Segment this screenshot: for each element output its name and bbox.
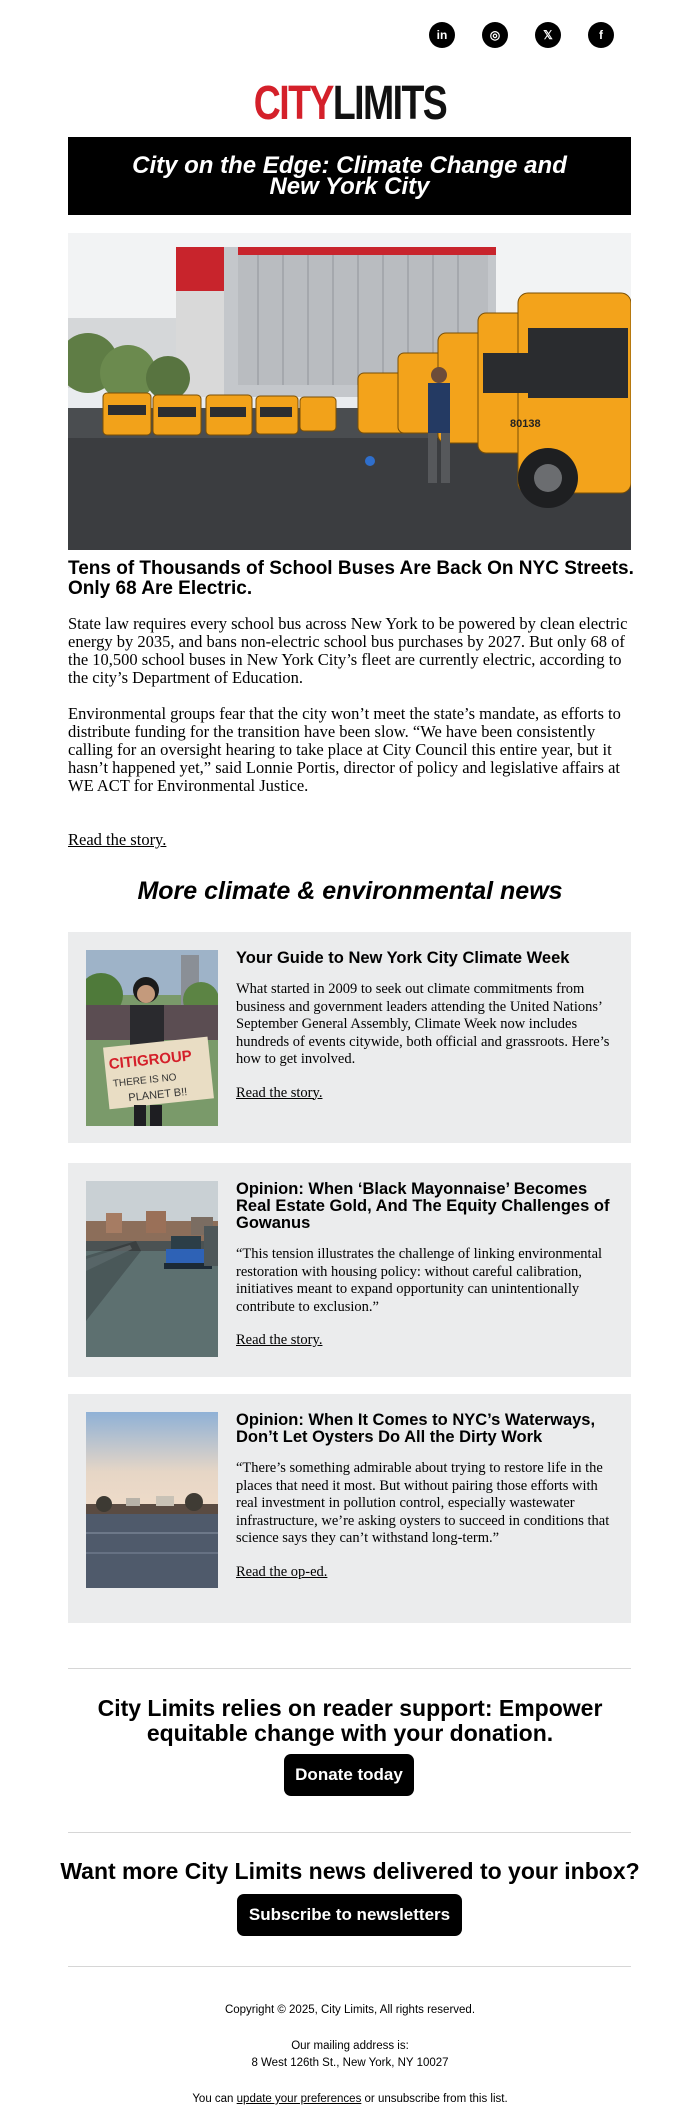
footer-preferences: [0, 2092, 700, 2106]
card-image-climate-protest[interactable]: [86, 950, 218, 1126]
card-read-link[interactable]: Read the story.: [236, 1084, 323, 1101]
footer-pref-suffix: or unsubscribe from this list.: [361, 2093, 508, 2105]
news-card: [68, 932, 631, 1143]
issue-banner: [68, 137, 631, 215]
section-heading: More climate & environmental news: [137, 877, 563, 905]
card-read-link[interactable]: Read the op-ed.: [236, 1563, 328, 1580]
social-links: [429, 22, 614, 48]
card-body: [236, 1412, 616, 1581]
bus-number: 80138: [510, 418, 541, 430]
divider: [68, 1966, 631, 1967]
banner-title: City on the Edge: Climate Change and New York City: [132, 152, 567, 200]
card-summary: “There’s something admirable about trying to restore life in the places that need it most. But without pairing those efforts with real investment in pollution control, especially wastewater infrastructure, we’re asking oysters to succeed in conditions that science says they can’t withstand long-term.”: [236, 1460, 610, 1546]
card-image-gowanus-canal[interactable]: [86, 1181, 218, 1357]
card-read-link[interactable]: Read the story.: [236, 1332, 323, 1348]
sign-text-3: PLANET B!!: [127, 1086, 188, 1105]
sign-text-2: THERE IS NO: [112, 1072, 178, 1090]
divider: [68, 1668, 631, 1669]
card-title[interactable]: Your Guide to New York City Climate Week: [236, 949, 570, 967]
footer-address: 8 West 126th St., New York, NY 10027: [251, 2057, 449, 2069]
logo-city: CITY: [253, 77, 333, 130]
hero-image-school-buses[interactable]: [68, 233, 631, 550]
lead-story-title[interactable]: Tens of Thousands of School Buses Are Back On NYC Streets. Only 68 Are Electric.: [68, 558, 634, 599]
newsletter-heading: Want more City Limits news delivered to your inbox?: [60, 1858, 640, 1884]
donate-button[interactable]: Donate today: [284, 1754, 414, 1796]
card-body: [236, 950, 616, 1102]
instagram-icon[interactable]: ◎: [482, 22, 508, 48]
x-twitter-icon[interactable]: 𝕏: [535, 22, 561, 48]
card-summary: What started in 2009 to seek out climate commitments from business and government leaders attending the United Nations’ September General Assembly, Climate Week now includes hundreds of events citywide, both official and grassroots. Here’s how to get involved.: [236, 981, 610, 1067]
sign-text-1: CITIGROUP: [107, 1047, 193, 1074]
footer-mailing-label: Our mailing address is:: [291, 2040, 409, 2052]
donate-heading: City Limits relies on reader support: Empower equitable change with your donation.: [97, 1695, 603, 1746]
footer-copyright: Copyright © 2025, City Limits, All rights reserved.: [224, 2004, 476, 2016]
footer-pref-prefix: You can: [192, 2093, 237, 2105]
news-card: [68, 1163, 631, 1377]
logo-limits: LIMITS: [332, 77, 447, 130]
facebook-icon[interactable]: f: [588, 22, 614, 48]
divider: [68, 1832, 631, 1833]
card-title[interactable]: Opinion: When It Comes to NYC’s Waterways, Don’t Let Oysters Do All the Dirty Work: [236, 1411, 596, 1446]
lead-story-paragraph-2: Environmental groups fear that the city won’t meet the state’s mandate, as efforts to distribute funding for the transition have been slow. “We have been consistently calling for an oversight hearing to take place at City Council this entire year, but it hasn’t happened yet,” said Lonnie Portis, director of policy and legislative affairs at WE ACT for Environmental Justice.: [68, 704, 621, 795]
linkedin-icon[interactable]: in: [429, 22, 455, 48]
update-preferences-link[interactable]: update your preferences: [236, 2093, 362, 2105]
lead-story-paragraph-1: State law requires every school bus across New York to be powered by clean electric energy by 2035, and bans non-electric school bus purchases by 2027. But only 68 of the 10,500 school buses in New York City’s fleet are currently electric, according to the city’s Department of Education.: [68, 614, 628, 687]
card-image-waterway[interactable]: [86, 1412, 218, 1588]
city-limits-logo[interactable]: [77, 76, 623, 131]
lead-read-story-link[interactable]: Read the story.: [68, 830, 167, 849]
card-title[interactable]: Opinion: When ‘Black Mayonnaise’ Becomes Real Estate Gold, And The Equity Challenges of Gowanus: [236, 1180, 610, 1232]
subscribe-button[interactable]: Subscribe to newsletters: [237, 1894, 462, 1936]
card-body: [236, 1181, 616, 1349]
news-card: [68, 1394, 631, 1623]
card-summary: “This tension illustrates the challenge of linking environmental restoration with housing policy: without careful calibration, initiatives meant to expand opportunity can unintentionally contribute to exclusion.”: [236, 1246, 603, 1315]
